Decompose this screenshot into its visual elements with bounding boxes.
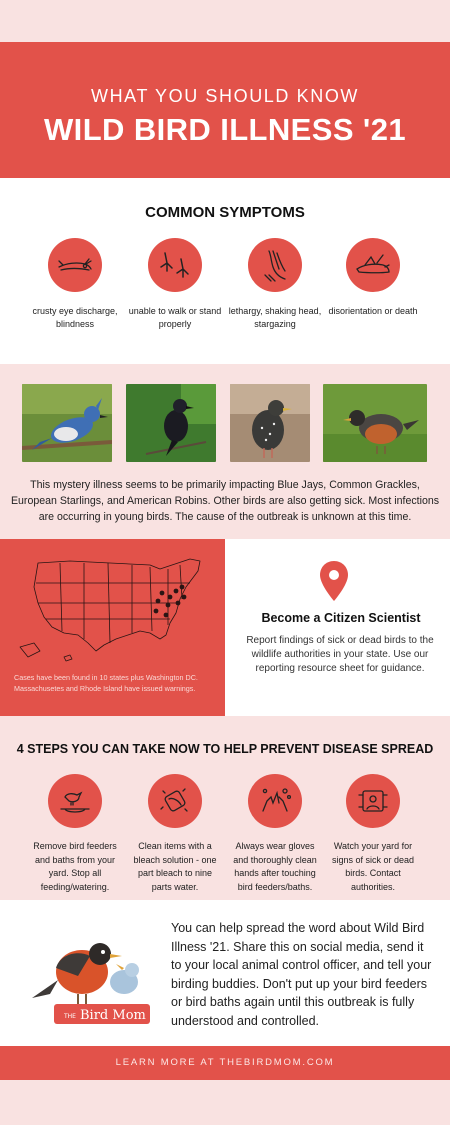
european-starling-photo: [230, 384, 310, 462]
bottom-band: [0, 1080, 450, 1125]
top-band: [0, 0, 450, 42]
step-caption-2: Clean items with a bleach solution - one part bleach to nine parts water.: [133, 841, 217, 892]
bird-mom-logo: [20, 924, 160, 1024]
step-caption-3: Always wear gloves and thoroughly clean hands after touching bird feeders/baths.: [233, 841, 317, 892]
symptom-caption-1: crusty eye discharge, blindness: [32, 306, 118, 329]
bird-feet-icon: [148, 238, 202, 292]
prevention-steps-section: [0, 716, 450, 900]
symptom-caption-3: lethargy, shaking head, stargazing: [228, 306, 322, 329]
shaking-bird-icon: [248, 238, 302, 292]
logo-prefix-text: THE: [64, 1013, 76, 1020]
footer-link[interactable]: LEARN MORE AT THEBIRDMOM.COM: [0, 1046, 450, 1080]
bird-eye-icon: [48, 238, 102, 292]
share-paragraph: You can help spread the word about Wild Bird Illness '21. Share this on social media, send it to your local animal control officer, and tell your birding buddies. Don't put up your bird feeders or bird baths again until this outbreak is fully understood and controlled.: [171, 921, 432, 1028]
citizen-scientist-title: Become a Citizen Scientist: [261, 611, 421, 625]
citizen-scientist-section: [0, 539, 450, 716]
step-caption-1: Remove bird feeders and baths from your yard. Stop all feeding/watering.: [33, 841, 117, 892]
us-map-panel: [0, 539, 225, 716]
watch-yard-icon: [346, 774, 400, 828]
common-grackle-photo: [126, 384, 216, 462]
header-banner: [0, 42, 450, 178]
step-caption-4: Watch your yard for signs of sick or dead birds. Contact authorities.: [331, 841, 415, 892]
location-pin-icon: [320, 561, 348, 601]
us-map-icon: [0, 539, 225, 669]
symptoms-section: [0, 178, 450, 364]
logo-text: Bird Mom: [80, 1008, 146, 1023]
cleaning-hand-icon: [148, 774, 202, 828]
citizen-scientist-text: Report findings of sick or dead birds to the wildlife authorities in your state. Use our reporting resource sheet for guidance.: [246, 635, 434, 674]
symptoms-title: COMMON SYMPTOMS: [145, 204, 305, 221]
bird-feeder-icon: [48, 774, 102, 828]
header-kicker: WHAT YOU SHOULD KNOW: [90, 86, 360, 106]
blue-jay-photo: [22, 384, 112, 462]
lying-bird-icon: [346, 238, 400, 292]
affected-birds-section: [0, 364, 450, 539]
share-section: [0, 900, 450, 1046]
steps-title: 4 STEPS YOU CAN TAKE NOW TO HELP PREVENT DISEASE SPREAD: [16, 742, 434, 756]
symptom-caption-2: unable to walk or stand properly: [128, 306, 222, 329]
symptom-caption-4: disorientation or death: [328, 306, 418, 316]
washing-hands-icon: [248, 774, 302, 828]
map-note: Cases have been found in 10 states plus Washington DC. Massachusetes and Rhode Island have issued warnings.: [14, 673, 198, 693]
american-robin-photo: [323, 384, 427, 462]
affected-birds-paragraph: This mystery illness seems to be primarily impacting Blue Jays, Common Grackles, European Starlings, and American Robins. Other birds are also getting sick. Most infections are occurring in young birds. The cause of the outbreak is unknown at this time.: [10, 479, 440, 523]
page-title: WILD BIRD ILLNESS '21: [44, 112, 406, 147]
